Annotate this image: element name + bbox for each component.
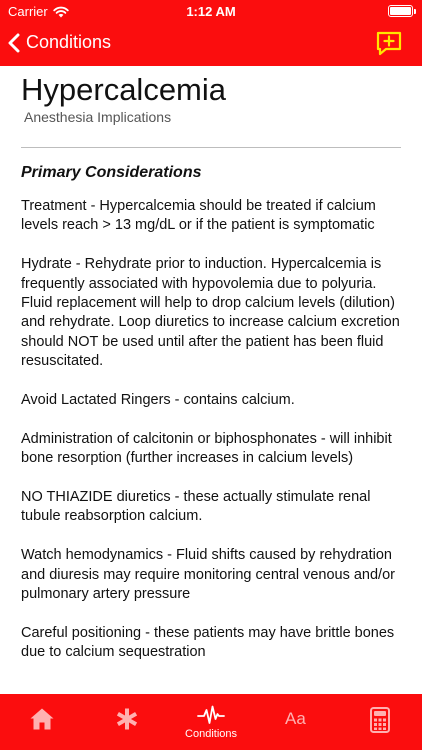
chevron-left-icon <box>8 33 20 53</box>
paragraph-treatment: Treatment - Hypercalcemia should be treated if calcium levels reach > 13 mg/dL or if the patient is symptomatic <box>21 198 376 234</box>
carrier-label: Carrier <box>8 4 48 19</box>
page-subtitle: Anesthesia Implications <box>24 109 172 125</box>
home-icon <box>29 707 55 731</box>
tab-calculator[interactable] <box>338 694 422 750</box>
tab-conditions-label: Conditions <box>185 728 237 740</box>
paragraph-thiazide: NO THIAZIDE diuretics - these actually stimulate renal tubule reabsorption calcium. <box>21 489 371 525</box>
tab-bar <box>0 694 422 750</box>
paragraph-lactated-ringers: Avoid Lactated Ringers - contains calcium. <box>21 392 295 409</box>
calculator-icon <box>370 707 390 733</box>
condition-detail[interactable] <box>0 66 422 694</box>
status-time: 1:12 AM <box>186 4 236 19</box>
asterisk-icon <box>115 707 139 731</box>
back-button-label: Conditions <box>26 32 112 52</box>
tab-font-size[interactable] <box>253 694 337 750</box>
paragraph-hemodynamics: Watch hemodynamics - Fluid shifts caused by rehydration and diuresis may require monitoring central venous and/or pulmonary artery pressure <box>21 547 395 603</box>
paragraph-positioning: Careful positioning - these patients may have brittle bones due to calcium sequestration <box>21 624 395 661</box>
navigation-bar <box>0 0 422 66</box>
font-size-icon: Aa <box>285 709 306 728</box>
tab-home[interactable] <box>0 694 84 750</box>
section-title: Primary Considerations <box>21 164 202 181</box>
paragraph-hydrate: Hydrate - Rehydrate prior to induction. Hypercalcemia is frequently associated with hypovolemia due to polyuria. Fluid replacement will help to drop calcium levels (dilution) and rehydrate. Loop diuretics to increase calcium excretion should NOT be used until after the patient has been fluid resuscitated. <box>21 256 400 370</box>
divider <box>21 147 401 148</box>
heartbeat-icon <box>197 704 225 726</box>
add-note-icon[interactable] <box>376 30 402 56</box>
paragraph-calcitonin: Administration of calcitonin or biphosphonates - will inhibit bone resorption (further increases in calcium levels) <box>21 430 392 467</box>
nav-row <box>0 26 422 62</box>
back-button[interactable] <box>8 32 111 53</box>
tab-conditions[interactable] <box>169 694 253 750</box>
status-bar <box>0 0 422 22</box>
battery-icon <box>388 5 413 17</box>
tab-favorites[interactable] <box>84 694 168 750</box>
page-title: Hypercalcemia <box>21 72 227 107</box>
